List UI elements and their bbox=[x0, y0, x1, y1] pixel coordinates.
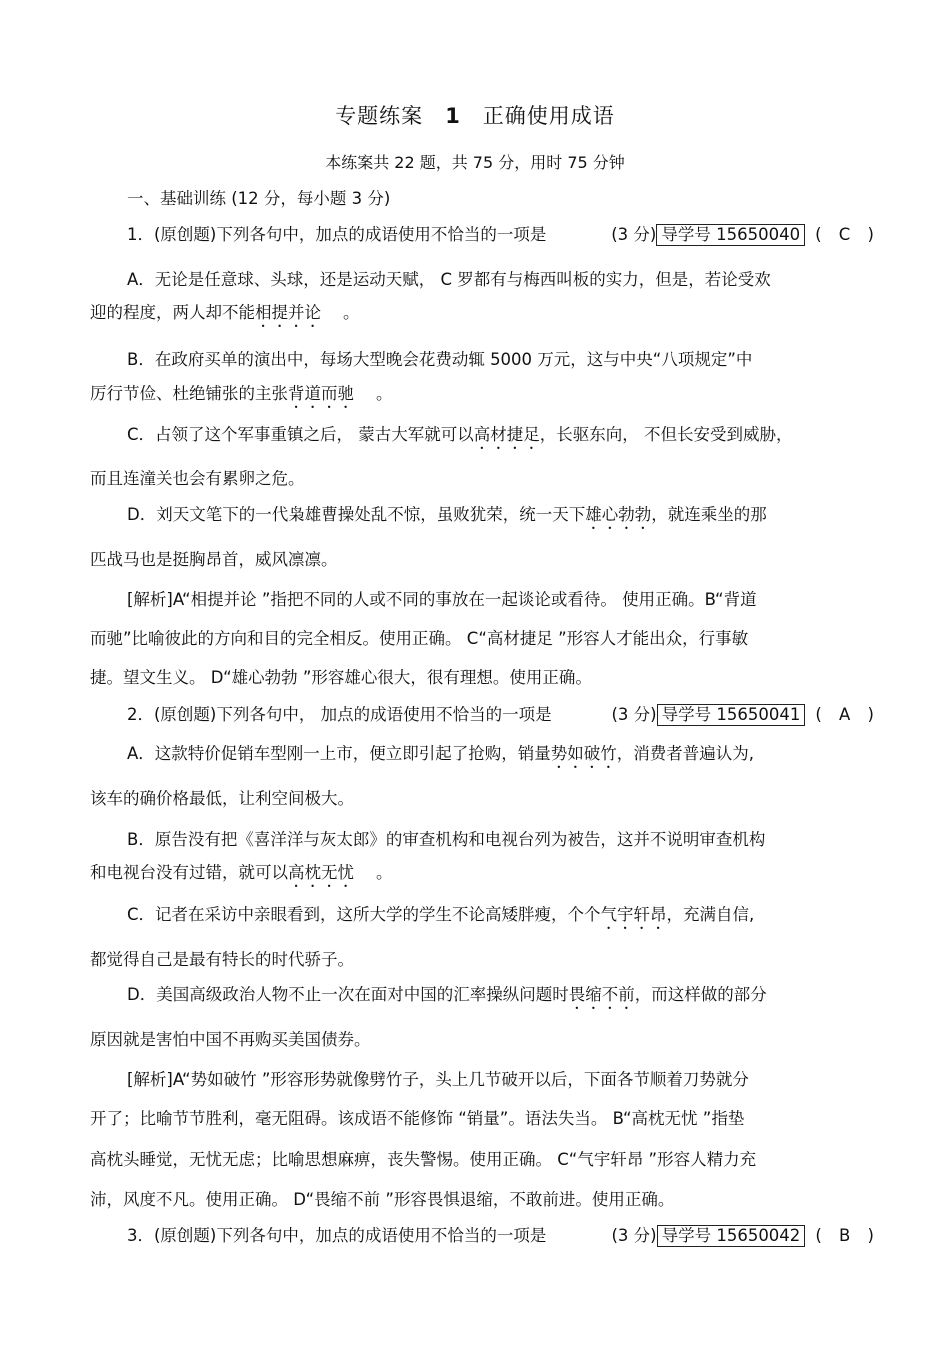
q1-option-c-line1 bbox=[127, 424, 880, 453]
q2-a-idiom: 势如破竹 bbox=[550, 744, 617, 763]
title-main: 专题练案 bbox=[335, 104, 424, 128]
question-3-score: (3 分) bbox=[611, 1226, 657, 1245]
question-3-ref-box: 导学号 15650042 bbox=[657, 1225, 806, 1247]
q2-option-a-line1 bbox=[127, 743, 880, 772]
q2-option-c-line2: 都觉得自己是最有特长的时代骄子。 bbox=[90, 950, 354, 969]
q1-d-idiom: 雄心勃勃 bbox=[585, 505, 652, 524]
q2-d-end: ，而这样做的部分 bbox=[634, 985, 767, 1004]
q1-option-a-line1: A．无论是任意球、头球，还是运动天赋， C 罗都有与梅西叫板的实力，但是，若论受欢 bbox=[127, 270, 771, 289]
question-1-answer: ( C ) bbox=[815, 225, 880, 244]
question-2-stem-line bbox=[127, 704, 880, 726]
q1-option-d-line2: 匹战马也是挺胸昂首，威风凛凛。 bbox=[90, 550, 338, 569]
title-sub: 正确使用成语 bbox=[482, 104, 615, 128]
q2-b-end: 。 bbox=[376, 863, 393, 882]
q1-a-end: 。 bbox=[343, 303, 360, 322]
q1-b-idiom: 背道而驰 bbox=[288, 384, 354, 403]
q2-b-text: 和电视台没有过错，就可以 bbox=[90, 863, 288, 882]
q1-analysis-line1: [解析]A“相提并论 ”指把不同的人或不同的事放在一起谈论或看待。 使用正确。B“背道 bbox=[127, 590, 757, 609]
q2-b-idiom: 高枕无忧 bbox=[288, 863, 354, 882]
q2-option-d-line1 bbox=[127, 984, 880, 1013]
question-2-score: (3 分) bbox=[611, 705, 657, 724]
question-2-ref-box: 导学号 15650041 bbox=[657, 704, 806, 726]
q2-analysis-line1: [解析]A“势如破竹 ”形容形势就像劈竹子，头上几节破开以后，下面各节顺着刀势就分 bbox=[127, 1070, 749, 1089]
page-subtitle: 本练案共 22 题，共 75 分，用时 75 分钟 bbox=[325, 153, 625, 172]
q2-c-end: ，充满自信, bbox=[666, 905, 755, 924]
q1-b-end: 。 bbox=[376, 384, 393, 403]
title-number: 1 bbox=[445, 104, 461, 128]
page-title bbox=[0, 100, 950, 130]
q2-option-b-line2 bbox=[90, 862, 880, 891]
q2-d-idiom: 畏缩不前 bbox=[568, 985, 635, 1004]
q1-option-d-line1 bbox=[127, 504, 880, 533]
q2-d-text: D．美国高级政治人物不止一次在面对中国的汇率操纵问题时 bbox=[127, 985, 569, 1004]
q1-option-b-line2 bbox=[90, 383, 880, 412]
question-1-score: (3 分) bbox=[611, 225, 657, 244]
q2-analysis-line2: 开了；比喻节节胜利，毫无阻碍。该成语不能修饰 “销量”。语法失当。 B“高枕无忧 ”指垫 bbox=[90, 1109, 745, 1128]
section-heading: 一、基础训练 (12 分，每小题 3 分) bbox=[127, 189, 391, 208]
question-2-stem: 2．(原创题)下列各句中， 加点的成语使用不恰当的一项是 bbox=[127, 705, 552, 724]
question-3-stem: 3．(原创题)下列各句中，加点的成语使用不恰当的一项是 bbox=[127, 1226, 547, 1245]
q2-option-c-line1 bbox=[127, 904, 880, 933]
q1-option-b-line1: B．在政府买单的演出中，每场大型晚会花费动辄 5000 万元，这与中央“八项规定”中 bbox=[127, 350, 753, 369]
q1-a-idiom: 相提并论 bbox=[255, 303, 321, 322]
q1-analysis-line3: 捷。望文生义。 D“雄心勃勃 ”形容雄心很大，很有理想。使用正确。 bbox=[90, 668, 592, 687]
question-1-ref-box: 导学号 15650040 bbox=[656, 224, 805, 246]
q2-option-d-line2: 原因就是害怕中国不再购买美国债券。 bbox=[90, 1030, 371, 1049]
q2-analysis-line4: 沛，风度不凡。使用正确。 D“畏缩不前 ”形容畏惧退缩，不敢前进。使用正确。 bbox=[90, 1190, 675, 1209]
q2-option-b-line1: B．原告没有把《喜洋洋与灰太郎》的审查机构和电视台列为被告，这并不说明审查机构 bbox=[127, 830, 766, 849]
question-3-answer: ( B ) bbox=[815, 1226, 880, 1245]
q1-option-a-line2 bbox=[90, 302, 880, 331]
q2-option-a-line2: 该车的确价格最低，让利空间极大。 bbox=[90, 789, 354, 808]
q1-option-c-line2: 而且连潼关也会有累卵之危。 bbox=[90, 469, 305, 488]
q1-analysis-line2: 而驰”比喻彼此的方向和目的完全相反。使用正确。 C“高材捷足 ”形容人才能出众，行事敏 bbox=[90, 629, 749, 648]
q1-d-end: ，就连乘坐的那 bbox=[651, 505, 767, 524]
q1-c-idiom: 高材捷足 bbox=[473, 425, 540, 444]
q1-c-end: ，长驱东向， 不但长安受到威胁， bbox=[539, 425, 793, 444]
question-2-answer: ( A ) bbox=[815, 705, 880, 724]
q1-d-text: D．刘天文笔下的一代枭雄曹操处乱不惊，虽败犹荣，统一天下 bbox=[127, 505, 586, 524]
q1-b-text: 厉行节俭、杜绝铺张的主张 bbox=[90, 384, 288, 403]
q2-analysis-line3: 高枕头睡觉，无忧无虑；比喻思想麻痹，丧失警惕。使用正确。 C“气宇轩昂 ”形容人精力充 bbox=[90, 1150, 757, 1169]
question-1-stem-line bbox=[127, 224, 880, 246]
q2-a-end: ，消费者普遍认为, bbox=[616, 744, 755, 763]
q2-c-idiom: 气宇轩昂 bbox=[600, 905, 667, 924]
question-1-stem: 1．(原创题)下列各句中，加点的成语使用不恰当的一项是 bbox=[127, 225, 547, 244]
q2-c-text: C．记者在采访中亲眼看到，这所大学的学生不论高矮胖瘦，个个 bbox=[127, 905, 601, 924]
q1-c-text: C．占领了这个军事重镇之后， 蒙古大军就可以 bbox=[127, 425, 474, 444]
question-3-stem-line bbox=[127, 1225, 880, 1247]
q1-a-text: 迎的程度，两人却不能 bbox=[90, 303, 255, 322]
q2-a-text: A．这款特价促销车型刚一上市，便立即引起了抢购，销量 bbox=[127, 744, 551, 763]
